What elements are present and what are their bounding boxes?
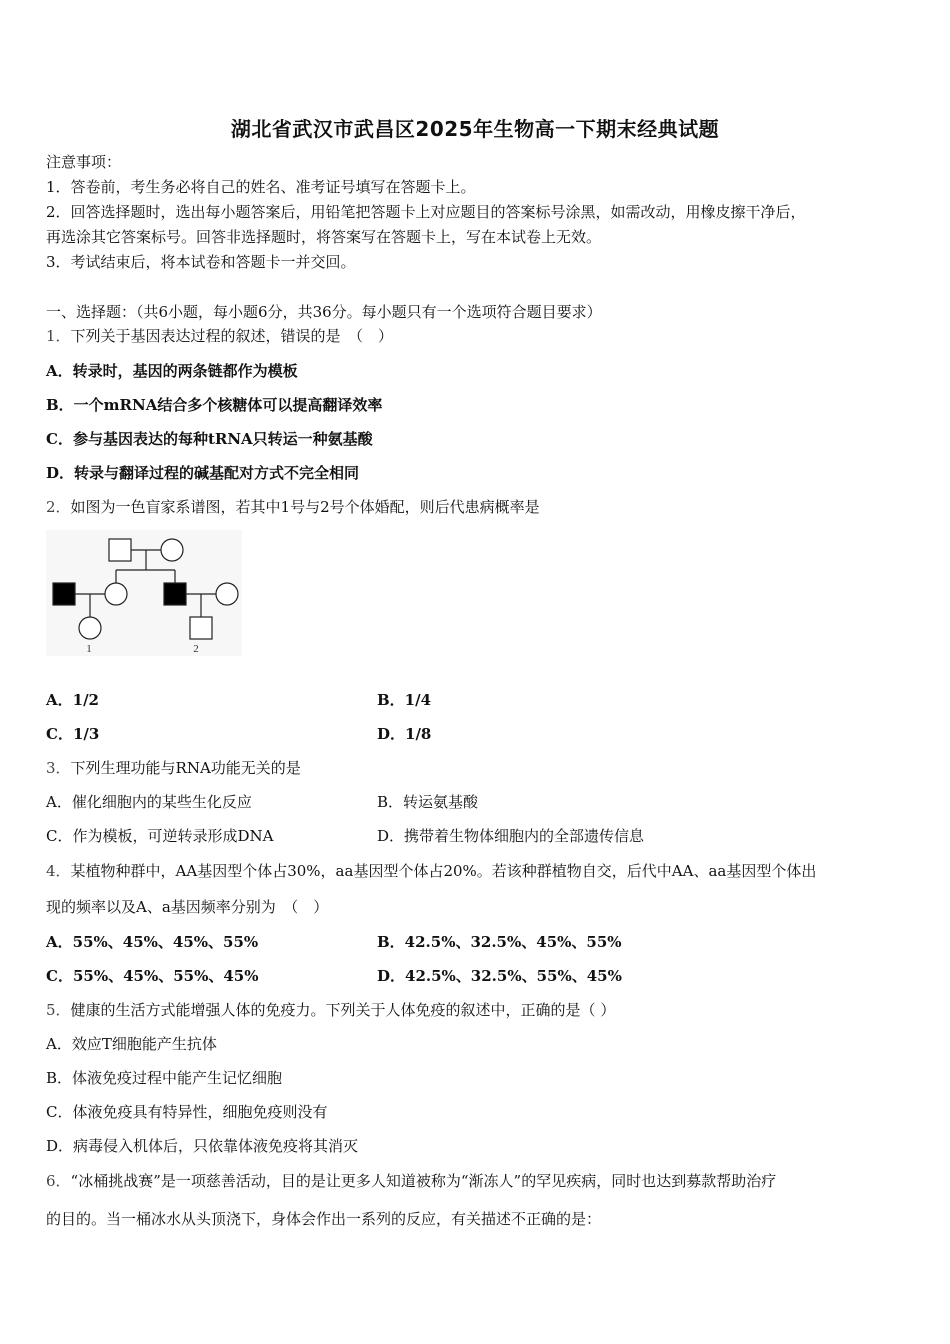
section-heading: 一、选择题：（共6小题，每小题6分，共36分。每小题只有一个选项符合题目要求） [46,303,602,321]
fig-label-2: 2 [193,643,199,655]
option-a: A．转录时，基因的两条链都作为模板 [46,362,298,380]
question-1 [46,326,393,346]
question-stem: 如图为一色盲家系谱图，若其中1号与2号个体婚配，则后代患病概率是 [70,498,540,516]
question-2 [46,497,540,517]
notice-item: 3．考试结束后，将本试卷和答题卡一并交回。 [46,253,356,271]
question-stem: 下列生理功能与RNA功能无关的是 [70,759,301,777]
question-4 [46,861,816,881]
option-c: C．55%、45%、55%、45% [46,967,259,985]
option-c: C．作为模板，可逆转录形成DNA [46,827,274,845]
option-b: B．一个mRNA结合多个核糖体可以提高翻译效率 [46,396,383,414]
option-d: D．病毒侵入机体后，只依靠体液免疫将其消灭 [46,1137,359,1155]
option-c: C．参与基因表达的每种tRNA只转运一种氨基酸 [46,430,373,448]
page-title: 湖北省武汉市武昌区2025年生物高一下期末经典试题 [230,117,720,141]
option-a: A．1/2 [46,691,99,709]
gen3-female-1 [79,617,101,639]
option-b: B．体液免疫过程中能产生记忆细胞 [46,1069,283,1087]
option-c: C．体液免疫具有特异性，细胞免疫则没有 [46,1103,328,1121]
question-4-cont: 现的频率以及A、a基因频率分别为 （ ） [46,898,329,916]
option-b: B．1/4 [377,691,432,709]
option-a: A．效应T细胞能产生抗体 [46,1035,217,1053]
question-number: 2． [46,498,71,516]
option-d: D．1/8 [377,725,432,743]
option-d: D．携带着生物体细胞内的全部遗传信息 [377,827,645,845]
question-number: 4． [46,862,71,880]
option-d: D．42.5%、32.5%、55%、45% [377,967,622,985]
question-stem: 下列关于基因表达过程的叙述，错误的是 （ ） [70,327,394,345]
option-c: C．1/3 [46,725,100,743]
notice-item: 再选涂其它答案标号。回答非选择题时，将答案写在答题卡上，写在本试卷上无效。 [46,228,602,246]
option-a: A．55%、45%、45%、55% [46,933,259,951]
question-number: 5． [46,1001,71,1019]
gen1-female [161,539,183,561]
gen2-female-left [105,583,127,605]
question-stem: 某植物种群中，AA基因型个体占30%，aa基因型个体占20%。若该种群植物自交，后代中AA、aa基因型个体出 [70,862,817,880]
pedigree-chart [46,530,242,656]
gen2-affected-male-right [164,583,186,605]
option-b: B．42.5%、32.5%、45%、55% [377,933,622,951]
gen3-male-2 [190,617,212,639]
question-5 [46,1000,615,1020]
gen2-affected-male-left [53,583,75,605]
option-a: A．催化细胞内的某些生化反应 [46,793,252,811]
gen2-female-right [216,583,238,605]
question-6-cont: 的目的。当一桶冰水从头顶浇下，身体会作出一系列的反应，有关描述不正确的是： [46,1210,602,1228]
fig-label-1: 1 [86,643,92,655]
option-b: B．转运氨基酸 [377,793,479,811]
question-stem: “冰桶挑战赛”是一项慈善活动，目的是让更多人知道被称为“渐冻人”的罕见疾病，同时也达到募款帮助治疗 [70,1172,777,1190]
question-stem: 健康的生活方式能增强人体的免疫力。下列关于人体免疫的叙述中，正确的是（ ） [70,1001,616,1019]
question-number: 6． [46,1172,71,1190]
notice-item: 2．回答选择题时，选出每小题答案后，用铅笔把答题卡上对应题目的答案标号涂黑，如需改动，用橡皮擦干净后， [46,203,806,221]
question-number: 1． [46,327,71,345]
notice-heading: 注意事项： [46,153,122,171]
question-6 [46,1171,776,1191]
question-3 [46,758,301,778]
question-number: 3． [46,759,71,777]
option-d: D．转录与翻译过程的碱基配对方式不完全相同 [46,464,360,482]
notice-item: 1．答卷前，考生务必将自己的姓名、准考证号填写在答题卡上。 [46,178,476,196]
gen1-male [109,539,131,561]
